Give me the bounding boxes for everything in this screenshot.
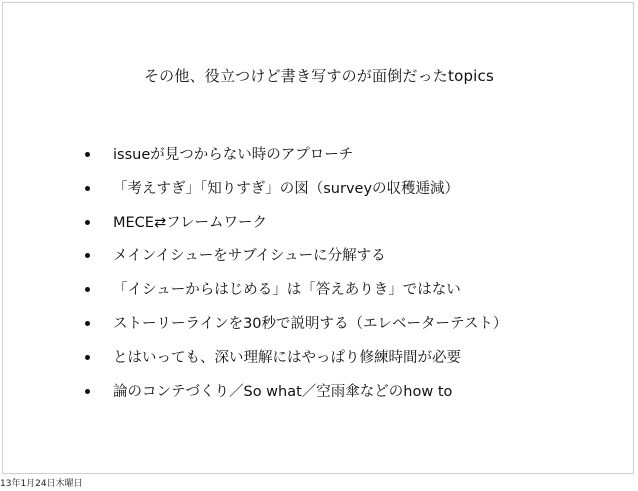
list-item — [85, 347, 507, 381]
list-item-text: 「考えすぎ」「知りすぎ」の図（surveyの収穫逓減） — [113, 180, 460, 197]
list-item-text: 「イシューからはじめる」は「答えありき」ではない — [113, 282, 461, 299]
bullet-icon — [85, 287, 90, 292]
list-item-text: メインイシューをサブイシューに分解する — [113, 248, 386, 265]
list-item-text: ストーリーラインを30秒で説明する（エレベーターテスト） — [113, 315, 508, 332]
bullet-icon — [85, 220, 90, 225]
list-item — [85, 212, 507, 246]
bullet-list — [85, 144, 507, 414]
list-item-text: 論のコンテづくり／So what／空雨傘などのhow to — [113, 383, 453, 400]
bullet-icon — [85, 355, 90, 360]
slide — [2, 2, 634, 474]
footer-date: 13年1月24日木曜日 — [0, 479, 83, 489]
bullet-icon — [85, 321, 90, 326]
bullet-icon — [85, 152, 90, 157]
bullet-icon — [85, 389, 90, 394]
list-item — [85, 279, 507, 313]
list-item-text: MECE⇄フレームワーク — [113, 214, 268, 231]
list-item — [85, 313, 507, 347]
bullet-icon — [85, 186, 90, 191]
list-item — [85, 144, 507, 178]
list-item-text: とはいっても、深い理解にはやっぱり修練時間が必要 — [113, 349, 461, 366]
list-item — [85, 178, 507, 212]
list-item — [85, 381, 507, 415]
list-item-text: issueが見つからない時のアプローチ — [113, 147, 354, 163]
slide-title: その他、役立つけど書き写すのが面倒だったtopics — [143, 67, 494, 85]
bullet-icon — [85, 253, 90, 258]
list-item — [85, 245, 507, 279]
